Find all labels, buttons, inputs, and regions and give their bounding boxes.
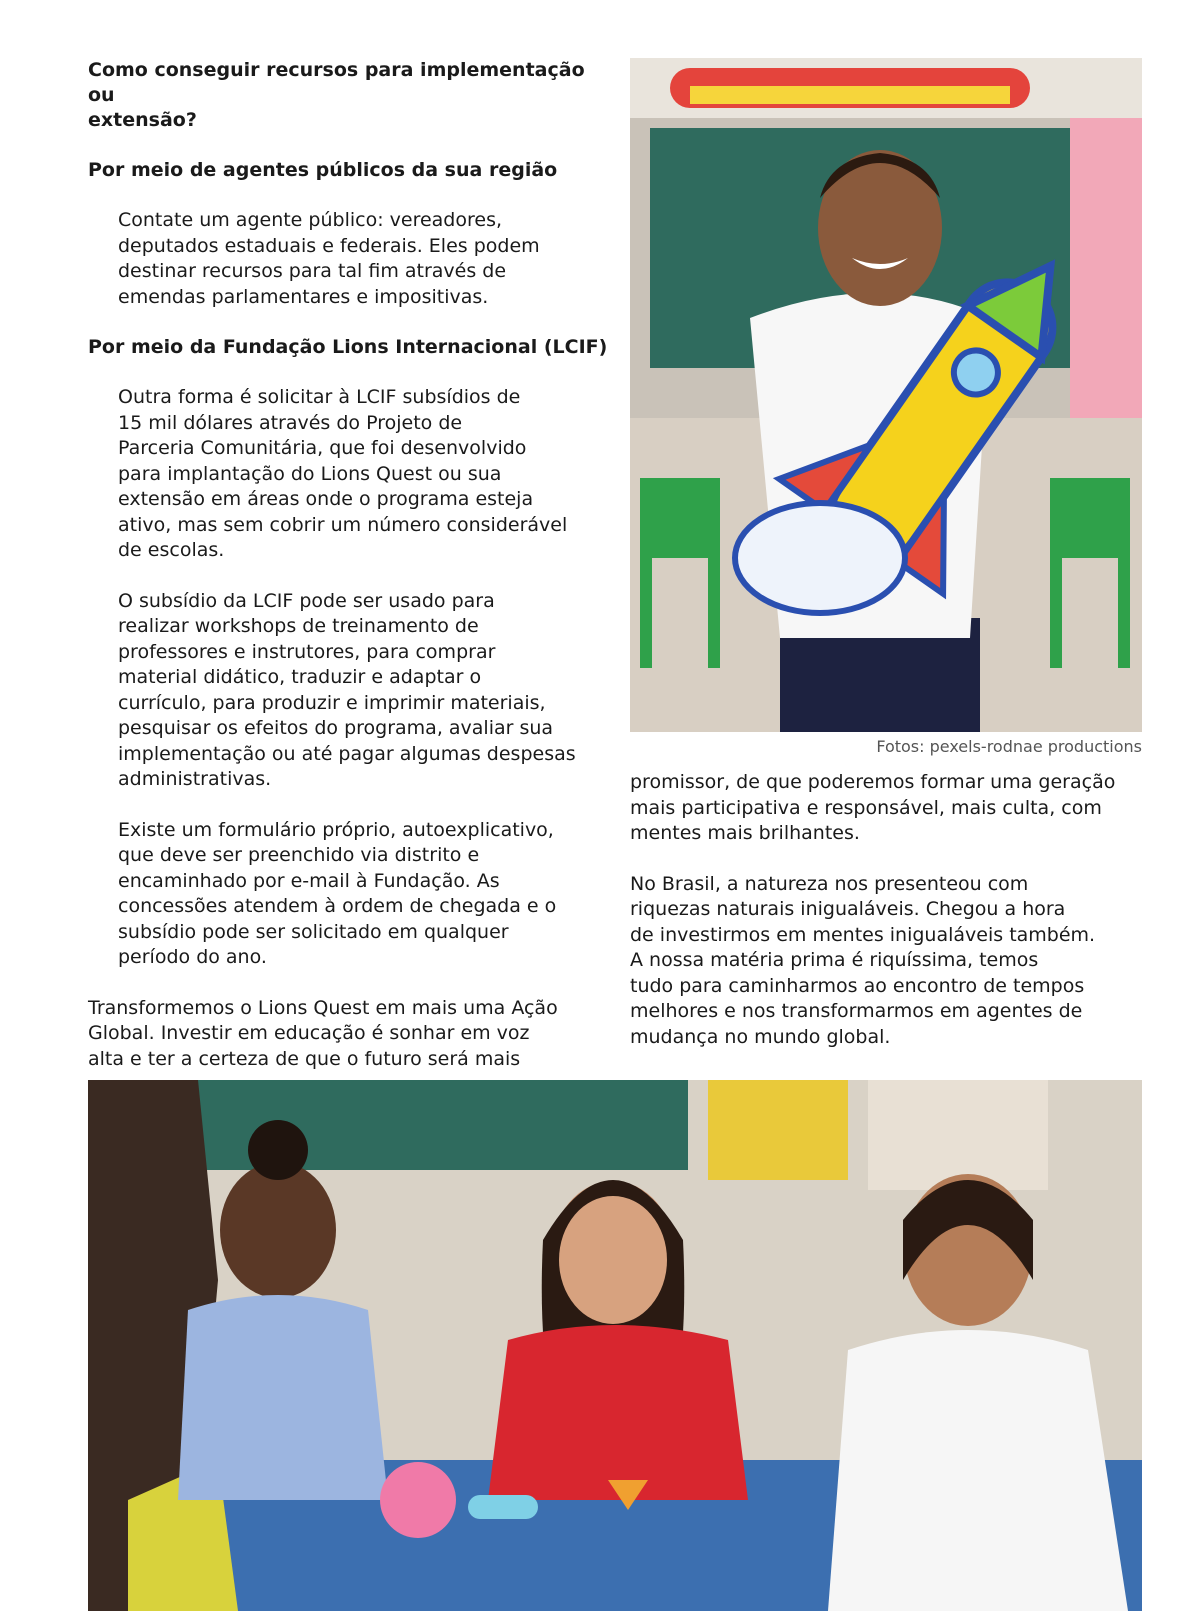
- section-heading: Como conseguir recursos para implementação ou extensão?: [88, 59, 585, 131]
- paragraph-public-agents: Contate um agente público: vereadores, deputados estaduais e federais. Eles podem destinar recursos para tal fim através de emendas parlamentares e impositivas.: [118, 209, 540, 308]
- photo-child-with-rocket: [630, 58, 1142, 732]
- right-column: [630, 770, 1150, 1075]
- subheading-lcif: Por meio da Fundação Lions Internacional (LCIF): [88, 336, 608, 358]
- paragraph-lcif-grants: Outra forma é solicitar à LCIF subsídios de 15 mil dólares através do Projeto de Parceria Comunitária, que foi desenvolvido para implantação do Lions Quest ou sua extensão em áreas onde o programa esteja ativo, mas sem cobrir um número considerável de escolas.: [118, 386, 568, 561]
- classroom-photo-illustration: [630, 58, 1142, 732]
- paragraph-lcif-uses: O subsídio da LCIF pode ser usado para realizar workshops de treinamento de professores e instrutores, para comprar material didático, traduzir e adaptar o currículo, para produzir e imprimir materiais, pesquisar os efeitos do programa, avaliar sua implementação ou até pagar algumas despesas administrativas.: [118, 589, 576, 790]
- paragraph-lcif-form: Existe um formulário próprio, autoexplicativo, que deve ser preenchido via distrito e encaminhado por e-mail à Fundação. As concessões atendem à ordem de chegada e o subsídio pode ser solicitado em qualquer período do ano.: [118, 818, 557, 968]
- paragraph-closing: Transformemos o Lions Quest em mais uma Ação Global. Investir em educação é sonhar em voz alta e ter a certeza de que o futuro será mais: [88, 996, 558, 1070]
- left-column: [88, 58, 608, 1097]
- paragraph-continued: promissor, de que poderemos formar uma geração mais participativa e responsável, mais culta, com mentes mais brilhantes.: [630, 771, 1116, 844]
- paragraph-brasil: No Brasil, a natureza nos presenteou com riquezas naturais inigualáveis. Chegou a hora de investirmos em mentes inigualáveis também. A nossa matéria prima é riquíssima, temos tudo para caminharmos ao encontro de tempos melhores e nos transformarmos em agentes de mudança no mundo global.: [630, 872, 1096, 1048]
- photo-credit: Fotos: pexels-rodnae productions: [876, 737, 1142, 756]
- subheading-public-agents: Por meio de agentes públicos da sua região: [88, 159, 558, 181]
- photo-children-at-table: [88, 1080, 1142, 1611]
- children-photo-illustration: [88, 1080, 1142, 1611]
